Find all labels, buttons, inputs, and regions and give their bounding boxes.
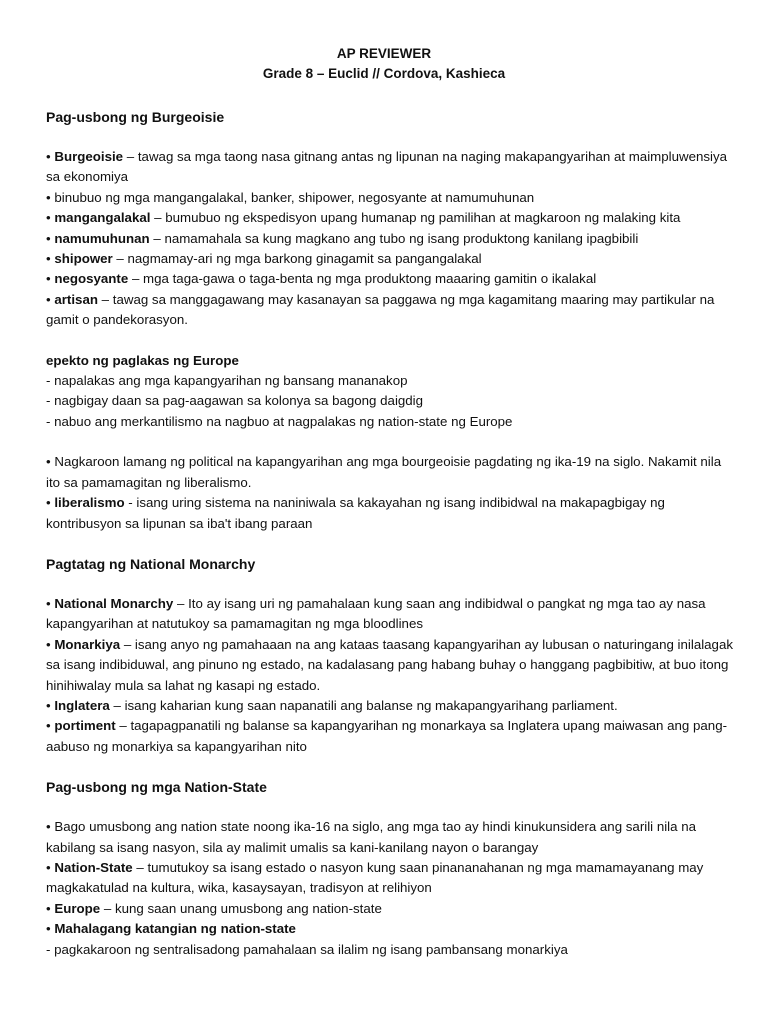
- bullet-item: • Bago umusbong ang nation state noong ika-16 na siglo, ang mga tao ay hindi kinukunsidera ang sarili nila na kabilang sa isang nasyon, sila ay malimit umalis sa kani-kanilang nayon o barangay: [46, 819, 696, 855]
- bullet-item: • Monarkiya – isang anyo ng pamahaaan na ang kataas taasang kapangyarihan ay lubusan o naturingang inilalagak sa isang indibiduwal, ang pinuno ng estado, na kadalasang pang habang buhay o hanggang pagbibitiw, at buo itong hinihiwalay mula sa lahat ng kasapi ng estado.: [46, 636, 733, 693]
- document-title: AP REVIEWER: [336, 46, 432, 61]
- bullet-item: • Europe – kung saan unang umusbong ang nation-state: [46, 900, 382, 916]
- document-subtitle: Grade 8 – Euclid // Cordova, Kashieca: [262, 66, 506, 81]
- sub-heading-epekto: epekto ng paglakas ng Europe: [46, 352, 239, 368]
- bullet-term: Burgeoisie: [54, 149, 124, 164]
- bullet-item: • portiment – tagapagpanatili ng balanse sa kapangyarihan ng monarkaya sa Inglatera upang maiwasan ang pang-aabuso ng monarkiya sa kapangyarihan nito: [46, 718, 728, 754]
- bullet-item: • Mahalagang katangian ng nation-state: [46, 921, 296, 937]
- bullet-item: • Burgeoisie – tawag sa mga taong nasa gitnang antas ng lipunan na naging makapangyarihan at maimpluwensiya sa ekonomiya: [46, 149, 728, 185]
- bullet-term: negosyante: [54, 271, 129, 287]
- bullet-term: Europe: [54, 900, 101, 916]
- document-body: [46, 107, 736, 960]
- section-heading-nation-state: Pag-usbong ng mga Nation-State: [46, 779, 267, 796]
- bullet-term: Nation-State: [54, 859, 133, 875]
- bullet-item: • negosyante – mga taga-gawa o taga-benta ng mga produktong maaaring gamitin o ikalakal: [46, 271, 597, 287]
- section-heading-national-monarchy: Pagtatag ng National Monarchy: [46, 555, 256, 572]
- bullet-item: • Nagkaroon lamang ng political na kapangyarihan ang mga bourgeoisie pagdating ng ika-19 na siglo. Nakamit nila ito sa pamamagitan ng liberalismo.: [46, 454, 722, 490]
- bullet-term: namumuhunan: [54, 230, 150, 246]
- epekto-list: [46, 371, 736, 432]
- bullet-item: • Nation-State – tumutukoy sa isang estado o nasyon kung saan pinananahanan ng mga mamamayanang may magkakatulad na kultura, wika, kasaysayan, tradisyon at relihiyon: [46, 859, 704, 896]
- bullet-item: • Inglatera – isang kaharian kung saan napanatili ang balanse ng makapangyarihang parliament.: [46, 697, 618, 713]
- section-nation-state-list: [46, 817, 736, 939]
- bullet-term: National Monarchy: [54, 595, 174, 611]
- bullet-term: portiment: [54, 718, 116, 734]
- bullet-term: liberalismo: [54, 495, 125, 511]
- bullet-item: • binubuo ng mga mangangalakal, banker, shipower, negosyante at namumuhunan: [46, 189, 535, 205]
- section-national-monarchy-list: [46, 594, 736, 757]
- bullet-item: • artisan – tawag sa manggagawang may kasanayan sa paggawa ng mga kagamitang maaring may partikular na gamit o pandekorasyon.: [46, 291, 715, 328]
- bullet-term: shipower: [54, 251, 113, 267]
- list-item: - nagbigay daan sa pag-aagawan sa kolonya sa bagong daigdig: [46, 393, 424, 409]
- liberalismo-list: [46, 452, 736, 534]
- bullet-term: Mahalagang katangian ng nation-state: [54, 921, 296, 937]
- bullet-item: • mangangalakal – bumubuo ng ekspedisyon upang humanap ng pamilihan at magkaroon ng malaking kita: [46, 210, 681, 226]
- section-burgeoisie-list: [46, 147, 736, 331]
- bullet-term: artisan: [54, 291, 98, 307]
- bullet-term: Monarkiya: [54, 636, 121, 652]
- bullet-term: Inglatera: [54, 697, 110, 713]
- list-item: - nabuo ang merkantilismo na nagbuo at nagpalakas ng nation-state ng Europe: [46, 413, 513, 429]
- list-item: - pagkakaroon ng sentralisadong pamahalaan sa ilalim ng isang pambansang monarkiya: [46, 941, 568, 957]
- bullet-item: • National Monarchy – Ito ay isang uri ng pamahalaan kung saan ang indibidwal o pangkat ng mga tao ay nasa kapangyarihan at natutukoy sa pamamagitan ng mga bloodlines: [46, 595, 706, 632]
- bullet-term: mangangalakal: [54, 210, 151, 226]
- bullet-item: • namumuhunan – namamahala sa kung magkano ang tubo ng isang produktong kanilang ipagbibili: [46, 230, 639, 246]
- bullet-item: • shipower – nagmamay-ari ng mga barkong ginagamit sa pangangalakal: [46, 251, 482, 267]
- document-header: [0, 44, 768, 84]
- bullet-item: • liberalismo - isang uring sistema na naniniwala sa kakayahan ng isang indibidwal na makapagbigay ng kontribusyon sa lipunan sa iba't ibang paraan: [46, 495, 665, 531]
- section-heading-burgeoisie: Pag-usbong ng Burgeoisie: [46, 109, 225, 125]
- list-item: - napalakas ang mga kapangyarihan ng bansang mananakop: [46, 373, 408, 389]
